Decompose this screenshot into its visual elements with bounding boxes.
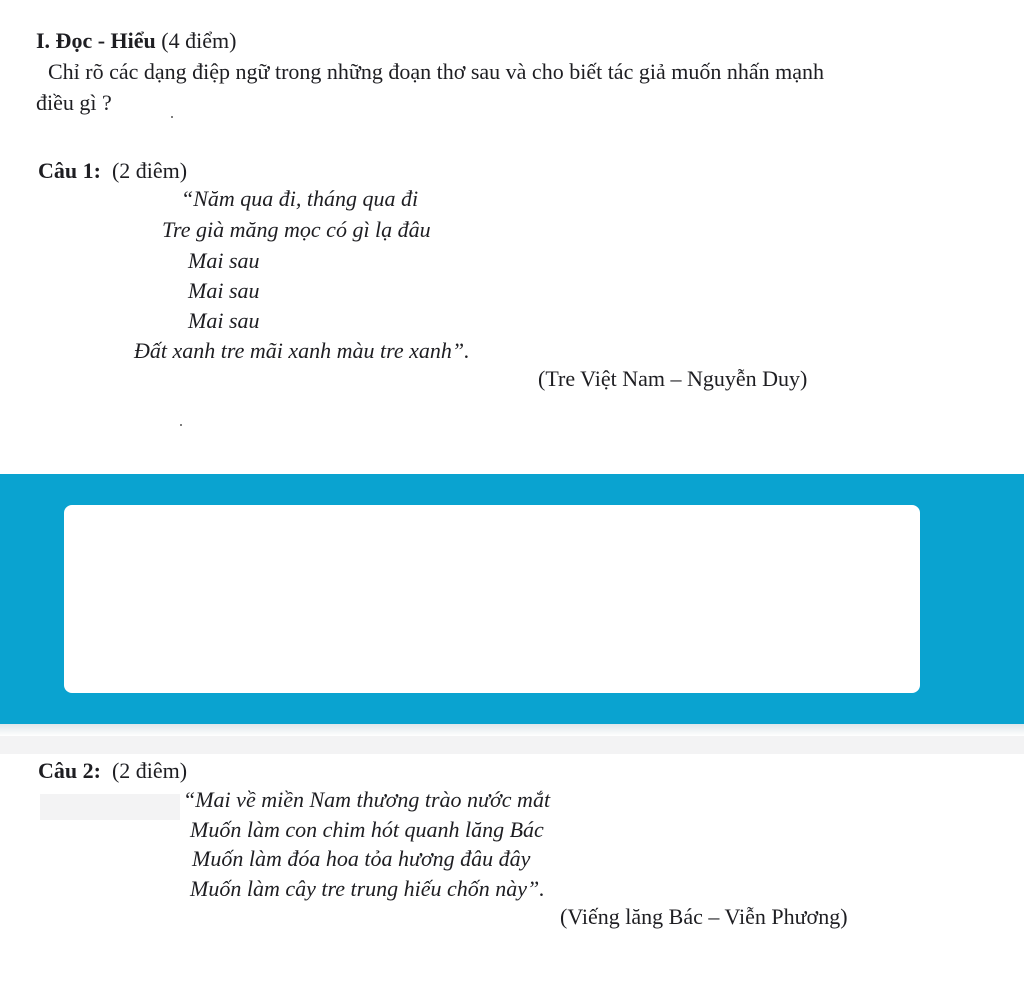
question1-points: (2 điêm): [111, 158, 188, 183]
instruction-line-2: điều gì ?: [36, 90, 112, 115]
question1-poem-line: Mai sau: [188, 278, 260, 303]
scan-speck: [180, 424, 182, 426]
question1-poem-line: Tre già măng mọc có gì lạ đâu: [162, 217, 431, 242]
answer-band: [0, 474, 1024, 724]
scan-tint: [0, 736, 1024, 754]
question2-label: Câu 2:: [38, 758, 101, 783]
question2-poem-line: Muốn làm cây tre trung hiếu chốn này”.: [190, 876, 545, 901]
question1-poem-line: Mai sau: [188, 248, 260, 273]
scan-speck: [171, 116, 173, 118]
question1-poem-line: Đất xanh tre mãi xanh màu tre xanh”.: [134, 338, 470, 363]
question1-label: Câu 1:: [38, 158, 101, 183]
question2-heading: [38, 760, 187, 782]
question1-heading: [38, 160, 187, 182]
band-divider: [0, 724, 1024, 736]
question1-source: (Tre Việt Nam – Nguyễn Duy): [538, 366, 808, 391]
question1-poem-line: Mai sau: [188, 308, 260, 333]
question2-poem-line: Muốn làm con chim hót quanh lăng Bác: [190, 817, 544, 842]
document-lower-section: [0, 736, 1024, 992]
scan-tint: [40, 794, 180, 820]
section-title: I. Đọc - Hiểu: [36, 28, 156, 53]
question1-poem-line: “Năm qua đi, tháng qua đi: [181, 186, 419, 211]
answer-box[interactable]: [64, 505, 920, 693]
instruction-line-1: Chỉ rõ các dạng điệp ngữ trong những đoạn thơ sau và cho biết tác giả muốn nhấn mạnh: [48, 59, 824, 84]
question2-poem-line: Muốn làm đóa hoa tỏa hương đâu đây: [192, 846, 531, 871]
question2-points: (2 điêm): [111, 758, 188, 783]
question2-source: (Viếng lăng Bác – Viễn Phương): [560, 904, 848, 929]
document-upper-section: [0, 0, 1024, 474]
section-points: (4 điểm): [161, 28, 237, 53]
question2-poem-line: “Mai về miền Nam thương trào nước mắt: [183, 787, 551, 812]
section-heading: [36, 30, 236, 52]
